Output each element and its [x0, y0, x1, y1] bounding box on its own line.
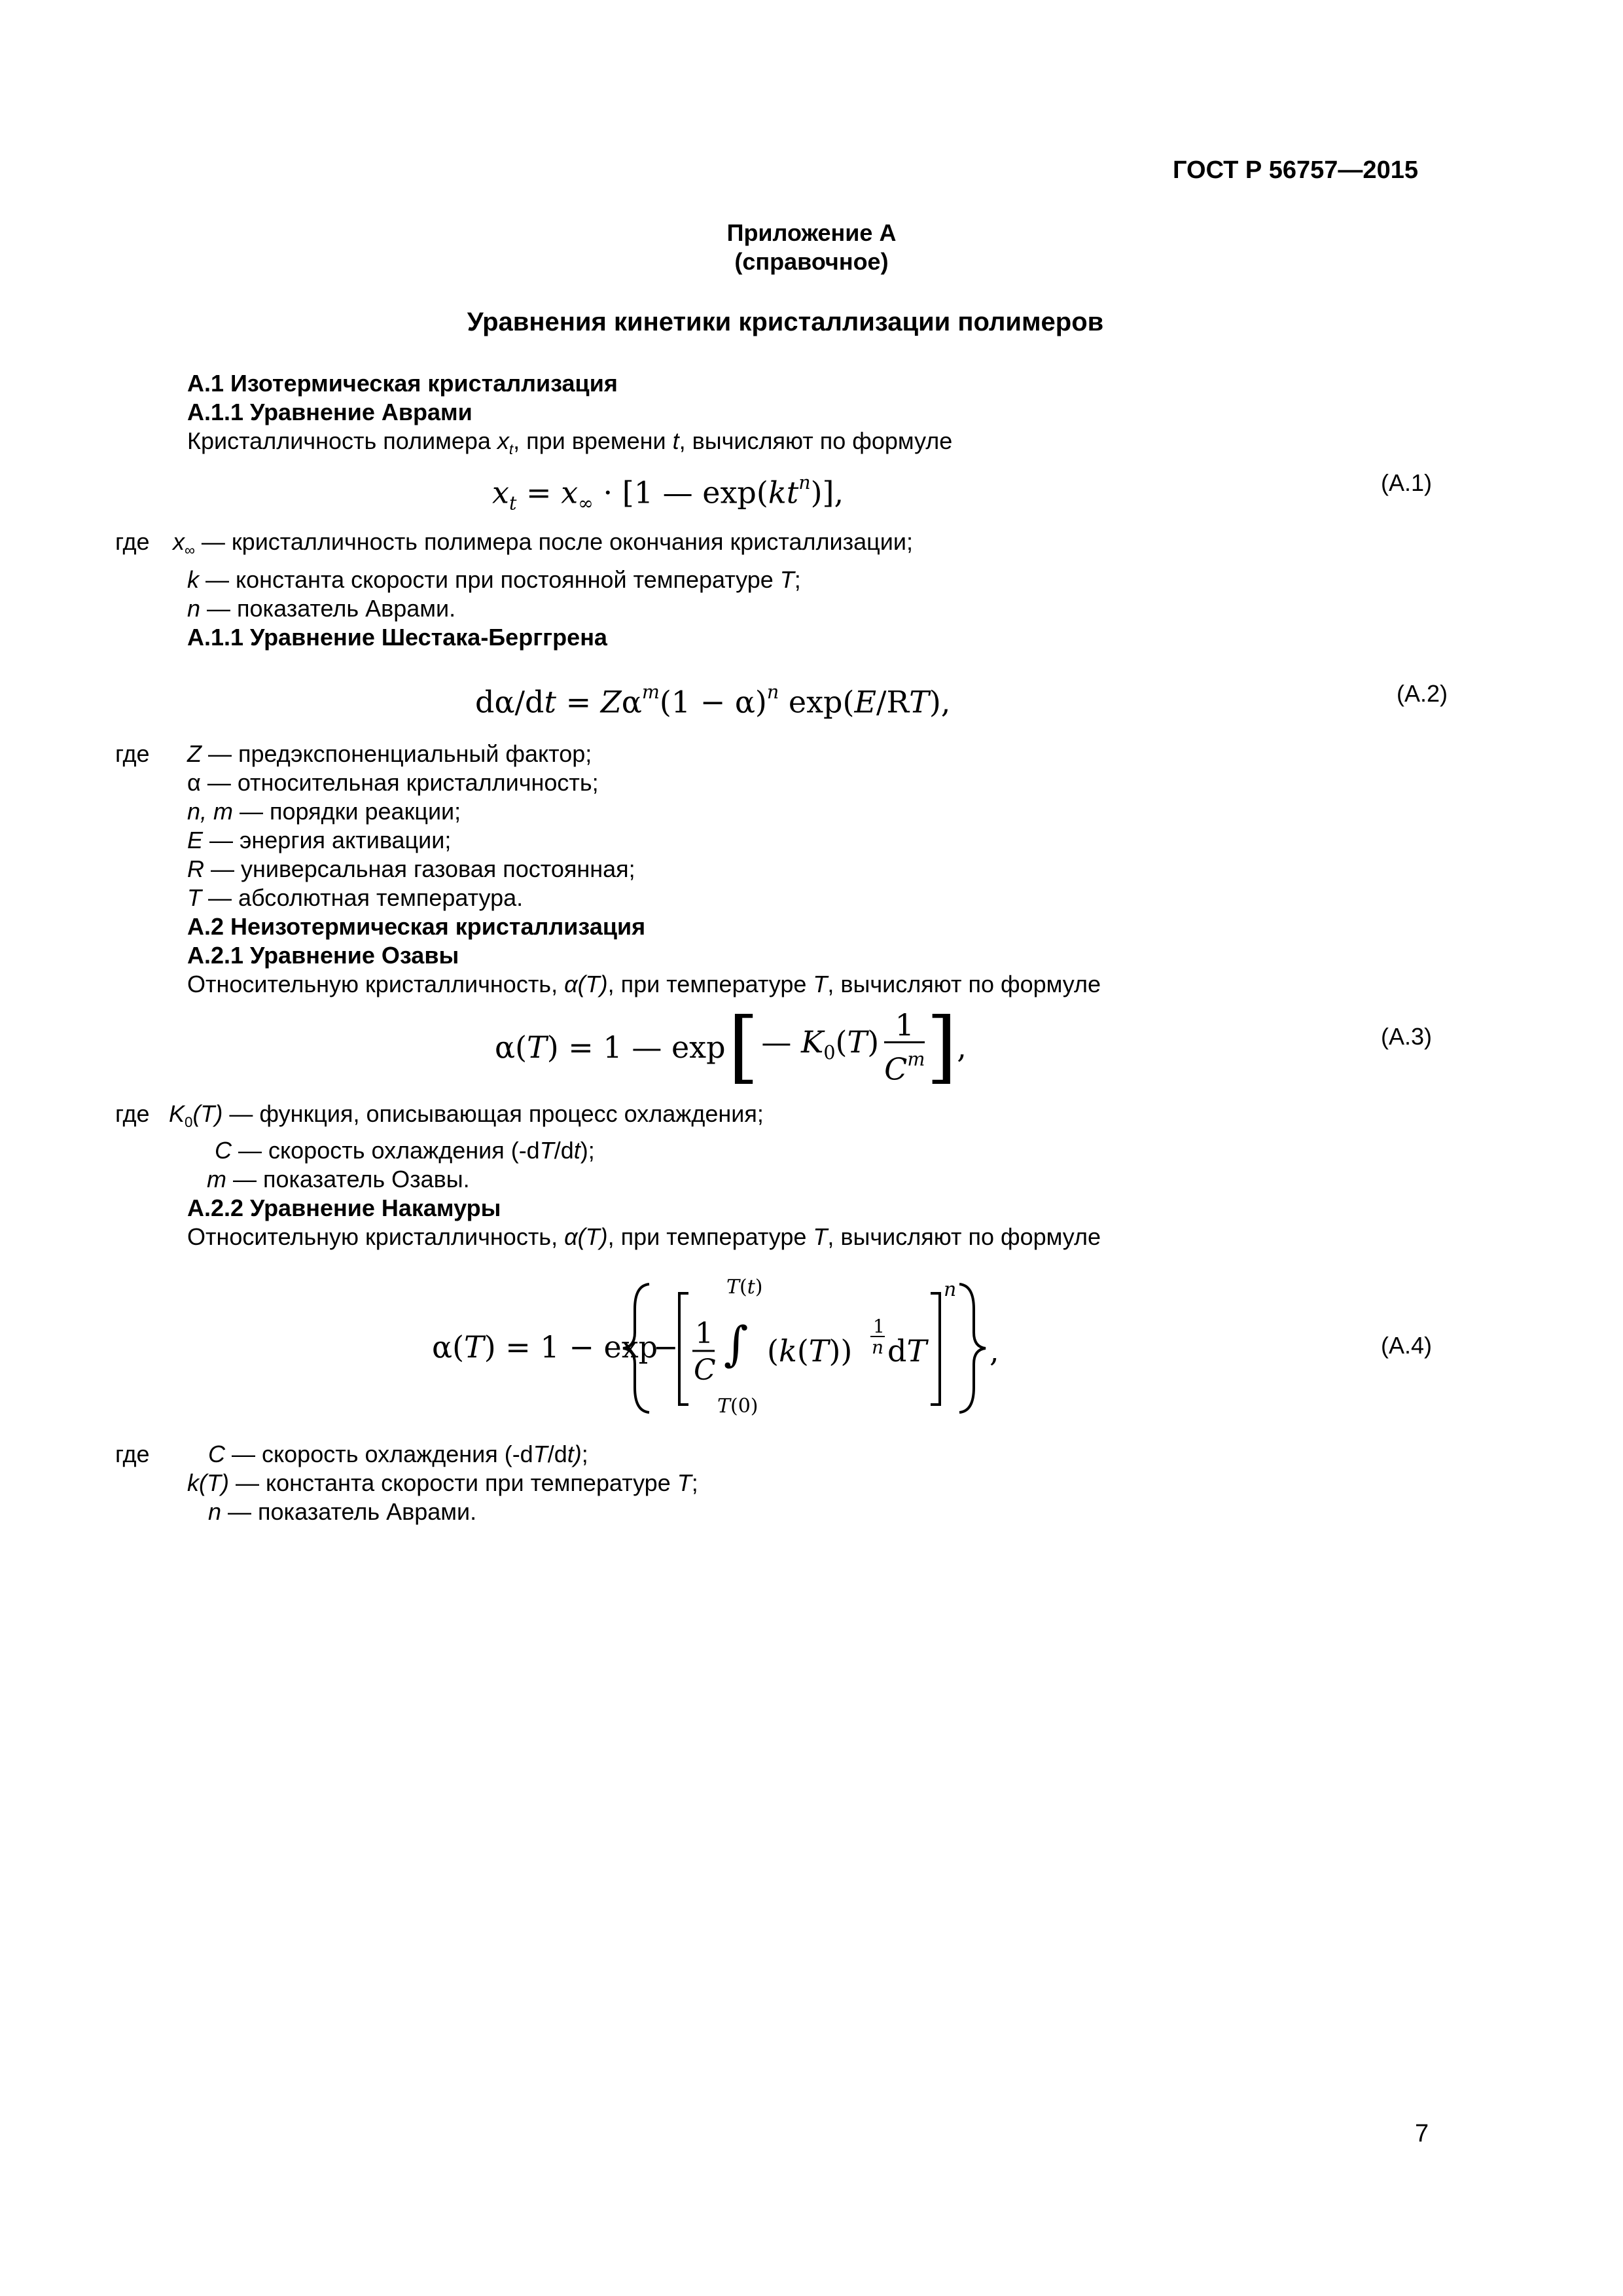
equation-a4-number: (А.4)	[1381, 1332, 1433, 1359]
definition-c-2: C — скорость охлаждения (-dT/dt);	[208, 1441, 588, 1467]
svg-text:dT: dT	[887, 1333, 927, 1369]
section-a2-1-title: А.2.1 Уравнение Озавы	[187, 942, 459, 969]
svg-text:T(0): T(0)	[717, 1395, 758, 1418]
equation-a2: $d\alpha/dt = Z\alpha^m(1 - \alpha)^n$ exp(E/RT),	[475, 681, 951, 720]
definition-z: Z — предэкспоненциальный фактор;	[187, 740, 592, 767]
svg-text:n: n	[944, 1278, 957, 1301]
equation-a3-number: (А.3)	[1381, 1023, 1433, 1050]
annex-title: Приложение А	[726, 219, 897, 246]
svg-text:(k(T)): (k(T))	[767, 1333, 853, 1369]
definition-x-inf: $x_\infty$ — кристалличность полимера после окончания кристаллизации;	[173, 528, 913, 558]
standard-id: ГОСТ Р 56757—2015	[1173, 156, 1418, 184]
svg-text:n: n	[872, 1336, 884, 1358]
svg-text:α(T) = 1 − exp: α(T) = 1 − exp	[432, 1329, 658, 1365]
where-label-2: где	[115, 740, 150, 767]
section-a1-2-title: А.1.1 Уравнение Шестака-Берггрена	[187, 624, 607, 651]
section-a1-1-title: А.1.1 Уравнение Аврами	[187, 399, 473, 425]
where-label-3: где	[115, 1100, 150, 1127]
definition-m: m — показатель Озавы.	[207, 1166, 470, 1193]
definition-alpha: α — относительная кристалличность;	[187, 769, 599, 796]
definition-nm: n, m — порядки реакции;	[187, 798, 461, 825]
equation-a1-number: (А.1)	[1381, 469, 1433, 496]
section-a1-title: А.1 Изотермическая кристаллизация	[187, 370, 618, 397]
svg-text:∫: ∫	[724, 1316, 749, 1371]
section-a2-title: А.2 Неизотермическая кристаллизация	[187, 913, 646, 940]
svg-text:C: C	[694, 1354, 716, 1387]
annex-status: (справочное)	[734, 248, 889, 275]
annex-heading: Уравнения кинетики кристаллизации полимеров	[467, 308, 1104, 336]
definition-kt: k(T) — константа скорости при температуре T;	[187, 1469, 698, 1496]
equation-a4	[419, 1270, 1008, 1427]
svg-text:−: −	[653, 1329, 679, 1365]
page-number: 7	[1415, 2120, 1429, 2147]
svg-text:,: ,	[990, 1333, 999, 1369]
a2-1-intro: Относительную кристалличность, α(T), при температуре T, вычисляют по формуле	[187, 971, 1101, 997]
a1-1-intro: Кристалличность полимера $x_t$, при времени t, вычисляют по формуле	[187, 427, 953, 457]
definition-e: E — энергия активации;	[187, 827, 452, 853]
equation-a3: α(T) = 1 — exp [ — $K_0(T)$ $\frac{1}{C^m}$ ] ,	[495, 1001, 967, 1092]
section-a2-2-title: А.2.2 Уравнение Накамуры	[187, 1194, 501, 1221]
definition-n-2: n — показатель Аврами.	[208, 1498, 477, 1525]
definition-k: k — константа скорости при постоянной температуре T;	[187, 566, 801, 593]
definition-t: T — абсолютная температура.	[187, 884, 524, 911]
definition-k0: $K_0(T)$ — функция, описывающая процесс охлаждения;	[169, 1100, 764, 1130]
svg-text:T(t): T(t)	[726, 1276, 763, 1299]
where-label: где	[115, 528, 150, 555]
equation-a1: $x_t = x_\infty \cdot [1$ — $\exp(kt^n)$],	[492, 472, 844, 514]
definition-c: C — скорость охлаждения (-dT/dt);	[215, 1137, 595, 1164]
a2-2-intro: Относительную кристалличность, α(T), при температуре T, вычисляют по формуле	[187, 1223, 1101, 1250]
definition-n: n — показатель Аврами.	[187, 595, 456, 622]
equation-a2-number: (А.2)	[1397, 680, 1448, 707]
definition-r: R — универсальная газовая постоянная;	[187, 855, 635, 882]
svg-text:1: 1	[873, 1316, 885, 1337]
where-label-4: где	[115, 1441, 150, 1467]
svg-text:1: 1	[695, 1317, 713, 1350]
